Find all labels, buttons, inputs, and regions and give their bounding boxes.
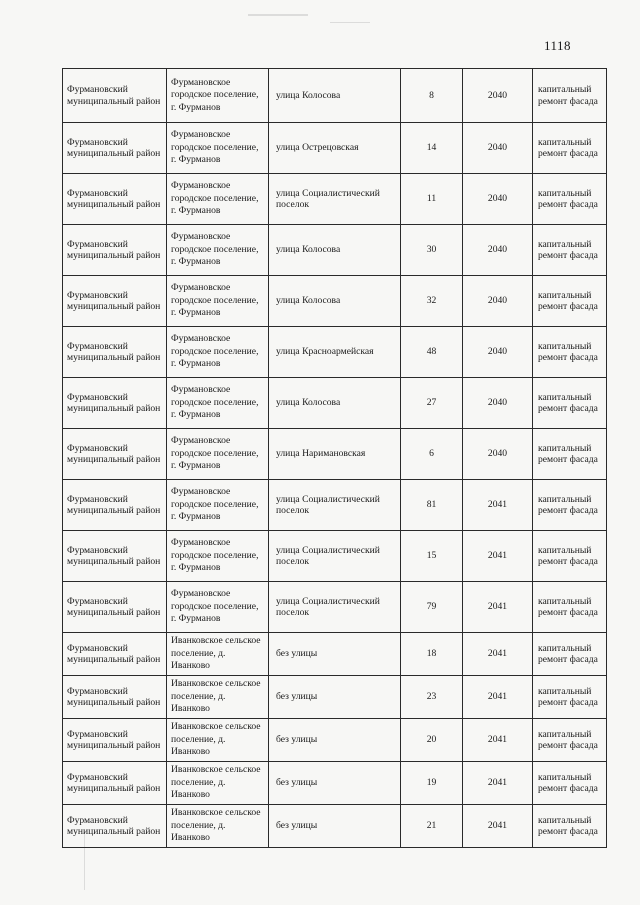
street-cell: без улицы <box>269 676 401 719</box>
work-type-cell: капитальный ремонт фасада <box>533 327 607 378</box>
table-row <box>63 582 607 633</box>
settlement-cell: Фурмановское городское поселение, г. Фурманов <box>167 378 269 429</box>
district-cell: Фурмановский муниципальный район <box>63 123 167 174</box>
house-number-cell: 15 <box>401 531 463 582</box>
settlement-cell: Фурмановское городское поселение, г. Фурманов <box>167 69 269 123</box>
table-row <box>63 327 607 378</box>
house-number-cell: 21 <box>401 805 463 848</box>
district-cell: Фурмановский муниципальный район <box>63 719 167 762</box>
house-number-cell: 8 <box>401 69 463 123</box>
house-number-cell: 20 <box>401 719 463 762</box>
work-type-cell: капитальный ремонт фасада <box>533 69 607 123</box>
table-row <box>63 378 607 429</box>
settlement-cell: Иванковское сельское поселение, д. Иванково <box>167 719 269 762</box>
district-cell: Фурмановский муниципальный район <box>63 174 167 225</box>
house-number-cell: 79 <box>401 582 463 633</box>
house-number-cell: 11 <box>401 174 463 225</box>
year-cell: 2041 <box>463 480 533 531</box>
work-type-cell: капитальный ремонт фасада <box>533 805 607 848</box>
table-row <box>63 69 607 123</box>
street-cell: улица Колосова <box>269 378 401 429</box>
house-number-cell: 27 <box>401 378 463 429</box>
year-cell: 2041 <box>463 676 533 719</box>
settlement-cell: Фурмановское городское поселение, г. Фурманов <box>167 531 269 582</box>
street-cell: без улицы <box>269 633 401 676</box>
street-cell: улица Наримановская <box>269 429 401 480</box>
street-cell: улица Колосова <box>269 225 401 276</box>
district-cell: Фурмановский муниципальный район <box>63 378 167 429</box>
district-cell: Фурмановский муниципальный район <box>63 531 167 582</box>
street-cell: улица Красноармейская <box>269 327 401 378</box>
year-cell: 2040 <box>463 327 533 378</box>
district-cell: Фурмановский муниципальный район <box>63 805 167 848</box>
table-row <box>63 633 607 676</box>
year-cell: 2041 <box>463 633 533 676</box>
table-body <box>63 69 607 848</box>
street-cell: улица Социалистический поселок <box>269 582 401 633</box>
work-type-cell: капитальный ремонт фасада <box>533 531 607 582</box>
work-type-cell: капитальный ремонт фасада <box>533 719 607 762</box>
street-cell: улица Социалистический поселок <box>269 480 401 531</box>
table-row <box>63 480 607 531</box>
street-cell: без улицы <box>269 805 401 848</box>
year-cell: 2040 <box>463 123 533 174</box>
table-row <box>63 429 607 480</box>
year-cell: 2040 <box>463 429 533 480</box>
district-cell: Фурмановский муниципальный район <box>63 327 167 378</box>
house-number-cell: 32 <box>401 276 463 327</box>
year-cell: 2041 <box>463 582 533 633</box>
settlement-cell: Иванковское сельское поселение, д. Иванково <box>167 805 269 848</box>
district-cell: Фурмановский муниципальный район <box>63 762 167 805</box>
settlement-cell: Фурмановское городское поселение, г. Фурманов <box>167 582 269 633</box>
house-number-cell: 81 <box>401 480 463 531</box>
street-cell: улица Социалистический поселок <box>269 531 401 582</box>
work-type-cell: капитальный ремонт фасада <box>533 174 607 225</box>
district-cell: Фурмановский муниципальный район <box>63 429 167 480</box>
settlement-cell: Иванковское сельское поселение, д. Иванково <box>167 762 269 805</box>
table-row <box>63 676 607 719</box>
street-cell: улица Колосова <box>269 276 401 327</box>
house-number-cell: 23 <box>401 676 463 719</box>
house-number-cell: 48 <box>401 327 463 378</box>
district-cell: Фурмановский муниципальный район <box>63 676 167 719</box>
settlement-cell: Иванковское сельское поселение, д. Иванково <box>167 633 269 676</box>
year-cell: 2041 <box>463 805 533 848</box>
settlement-cell: Фурмановское городское поселение, г. Фурманов <box>167 327 269 378</box>
year-cell: 2040 <box>463 276 533 327</box>
district-cell: Фурмановский муниципальный район <box>63 225 167 276</box>
street-cell: улица Социалистический поселок <box>269 174 401 225</box>
house-number-cell: 19 <box>401 762 463 805</box>
year-cell: 2040 <box>463 174 533 225</box>
work-type-cell: капитальный ремонт фасада <box>533 582 607 633</box>
settlement-cell: Фурмановское городское поселение, г. Фурманов <box>167 429 269 480</box>
settlement-cell: Фурмановское городское поселение, г. Фурманов <box>167 174 269 225</box>
work-type-cell: капитальный ремонт фасада <box>533 676 607 719</box>
table-row <box>63 174 607 225</box>
street-cell: улица Острецовская <box>269 123 401 174</box>
house-number-cell: 14 <box>401 123 463 174</box>
repair-schedule-table <box>62 68 607 848</box>
year-cell: 2041 <box>463 531 533 582</box>
work-type-cell: капитальный ремонт фасада <box>533 633 607 676</box>
year-cell: 2040 <box>463 378 533 429</box>
scan-speck <box>330 22 370 23</box>
work-type-cell: капитальный ремонт фасада <box>533 762 607 805</box>
street-cell: улица Колосова <box>269 69 401 123</box>
house-number-cell: 18 <box>401 633 463 676</box>
work-type-cell: капитальный ремонт фасада <box>533 276 607 327</box>
settlement-cell: Фурмановское городское поселение, г. Фурманов <box>167 225 269 276</box>
table-row <box>63 276 607 327</box>
house-number-cell: 6 <box>401 429 463 480</box>
street-cell: без улицы <box>269 762 401 805</box>
work-type-cell: капитальный ремонт фасада <box>533 429 607 480</box>
table-row <box>63 123 607 174</box>
table-row <box>63 719 607 762</box>
district-cell: Фурмановский муниципальный район <box>63 582 167 633</box>
year-cell: 2040 <box>463 69 533 123</box>
table-row <box>63 762 607 805</box>
page-number: 1118 <box>544 38 572 53</box>
year-cell: 2040 <box>463 225 533 276</box>
work-type-cell: капитальный ремонт фасада <box>533 123 607 174</box>
table-row <box>63 225 607 276</box>
work-type-cell: капитальный ремонт фасада <box>533 378 607 429</box>
table-row <box>63 805 607 848</box>
district-cell: Фурмановский муниципальный район <box>63 276 167 327</box>
settlement-cell: Иванковское сельское поселение, д. Иванково <box>167 676 269 719</box>
settlement-cell: Фурмановское городское поселение, г. Фурманов <box>167 276 269 327</box>
settlement-cell: Фурмановское городское поселение, г. Фурманов <box>167 480 269 531</box>
settlement-cell: Фурмановское городское поселение, г. Фурманов <box>167 123 269 174</box>
scan-speck <box>248 14 308 16</box>
street-cell: без улицы <box>269 719 401 762</box>
district-cell: Фурмановский муниципальный район <box>63 480 167 531</box>
work-type-cell: капитальный ремонт фасада <box>533 480 607 531</box>
table-row <box>63 531 607 582</box>
district-cell: Фурмановский муниципальный район <box>63 633 167 676</box>
year-cell: 2041 <box>463 762 533 805</box>
district-cell: Фурмановский муниципальный район <box>63 69 167 123</box>
house-number-cell: 30 <box>401 225 463 276</box>
work-type-cell: капитальный ремонт фасада <box>533 225 607 276</box>
year-cell: 2041 <box>463 719 533 762</box>
